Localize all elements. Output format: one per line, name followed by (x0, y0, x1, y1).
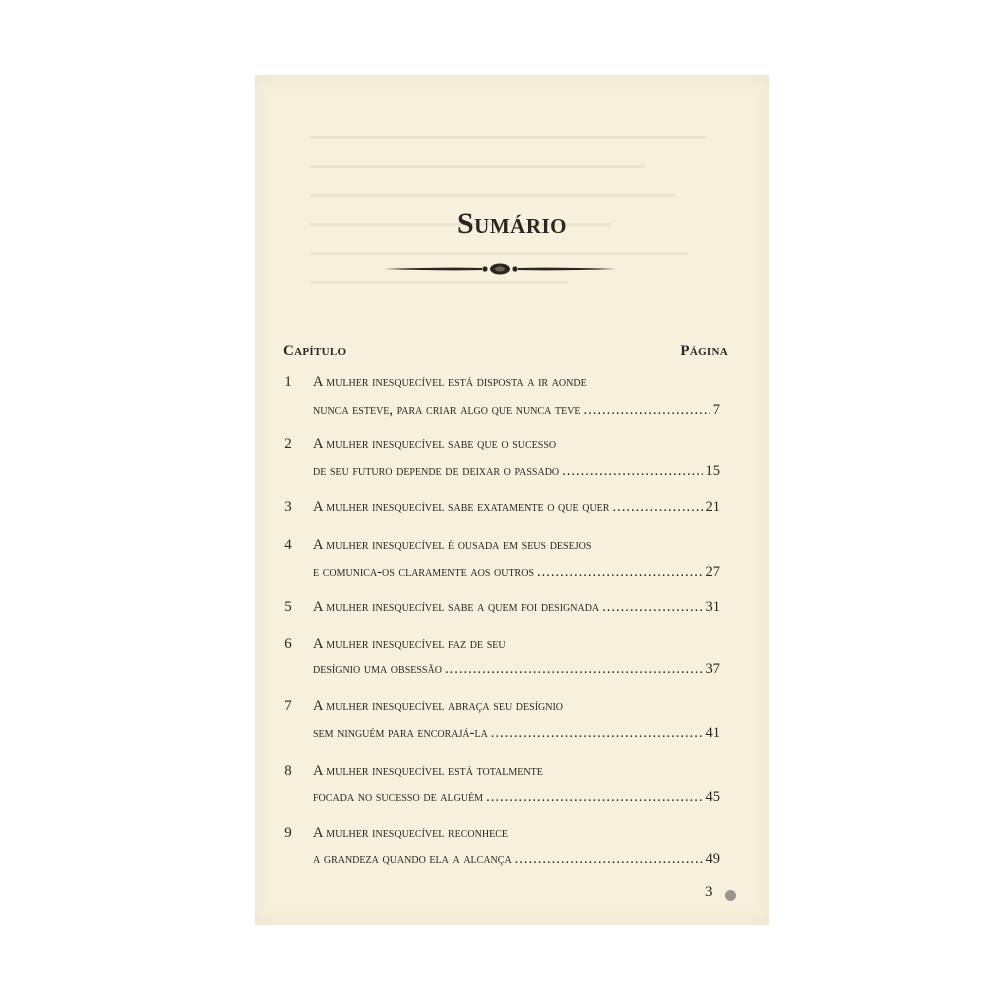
entry-title-text: e comunica-os claramente aos outros (313, 564, 535, 580)
chapter-number: 8 (284, 763, 292, 779)
chapter-number: 3 (284, 499, 292, 515)
entry-page-number: 41 (705, 725, 720, 741)
entry-page-number: 27 (705, 564, 720, 580)
leader-dots (612, 499, 702, 516)
entry-title-text: desígnio uma obsessão (313, 661, 442, 677)
entry-title-text: sem ninguém para encorajá-la (313, 725, 488, 741)
leader-dots (537, 564, 702, 581)
entry-title-text: nunca esteve, para criar algo que nunca teve (313, 402, 581, 418)
entry-page-number: 15 (705, 463, 720, 479)
entry-title-line-1: A mulher inesquecível abraça seu desígnio (313, 698, 564, 714)
entry-title-line-1: A mulher inesquecível está totalmente (313, 763, 543, 779)
entry-title-text: A mulher inesquecível sabe exatamente o que quer (313, 499, 610, 515)
chapter-number: 9 (284, 825, 292, 841)
entry-page-number: 45 (705, 789, 720, 805)
entry-title-line-2 (313, 499, 720, 516)
folio-dot-icon (725, 890, 736, 901)
entry-page-number: 31 (705, 599, 720, 615)
entry-page-number: 7 (712, 402, 720, 418)
entry-title-line-2 (313, 789, 720, 806)
entry-title-line-2 (313, 661, 720, 678)
entry-title-line-1: A mulher inesquecível é ousada em seus desejos (313, 537, 592, 553)
chapter-number: 6 (284, 636, 292, 652)
leader-dots (486, 789, 702, 806)
entry-title-line-1: A mulher inesquecível está disposta a ir aonde (313, 374, 587, 390)
leader-dots (491, 725, 703, 742)
entry-page-number: 49 (705, 851, 720, 867)
entry-title-text: focada no sucesso de alguém (313, 789, 484, 805)
entry-title-line-2 (313, 725, 720, 742)
entry-page-number: 21 (705, 499, 720, 515)
chapter-number: 4 (284, 537, 292, 553)
leader-dots (445, 661, 703, 678)
leader-dots (602, 599, 702, 616)
entry-title-line-1: A mulher inesquecível sabe que o sucesso (313, 436, 557, 452)
chapter-column-header: Capítulo (283, 343, 347, 359)
entry-title-text: a grandeza quando ela a alcança (313, 851, 512, 867)
ornament-divider-icon (384, 259, 616, 279)
entry-title-line-2 (313, 599, 720, 616)
entry-page-number: 37 (705, 661, 720, 677)
chapter-number: 7 (284, 698, 292, 714)
entry-title-text: de seu futuro depende de deixar o passado (313, 463, 560, 479)
folio-page-number: 3 (705, 884, 713, 900)
entry-title-line-2 (313, 463, 720, 480)
chapter-number: 5 (284, 599, 292, 615)
entry-title-text: A mulher inesquecível sabe a quem foi designada (313, 599, 600, 615)
entry-title-line-1: A mulher inesquecível reconhece (313, 825, 508, 841)
entry-title-line-1: A mulher inesquecível faz de seu (313, 636, 506, 652)
leader-dots (515, 851, 703, 868)
entry-title-line-2 (313, 851, 720, 868)
page-column-header: Página (680, 343, 728, 359)
chapter-number: 2 (284, 436, 292, 452)
leader-dots (584, 402, 710, 419)
page-title: Sumário (456, 207, 567, 240)
leader-dots (562, 463, 702, 480)
chapter-number: 1 (284, 374, 292, 390)
entry-title-line-2 (313, 402, 720, 419)
entry-title-line-2 (313, 564, 720, 581)
